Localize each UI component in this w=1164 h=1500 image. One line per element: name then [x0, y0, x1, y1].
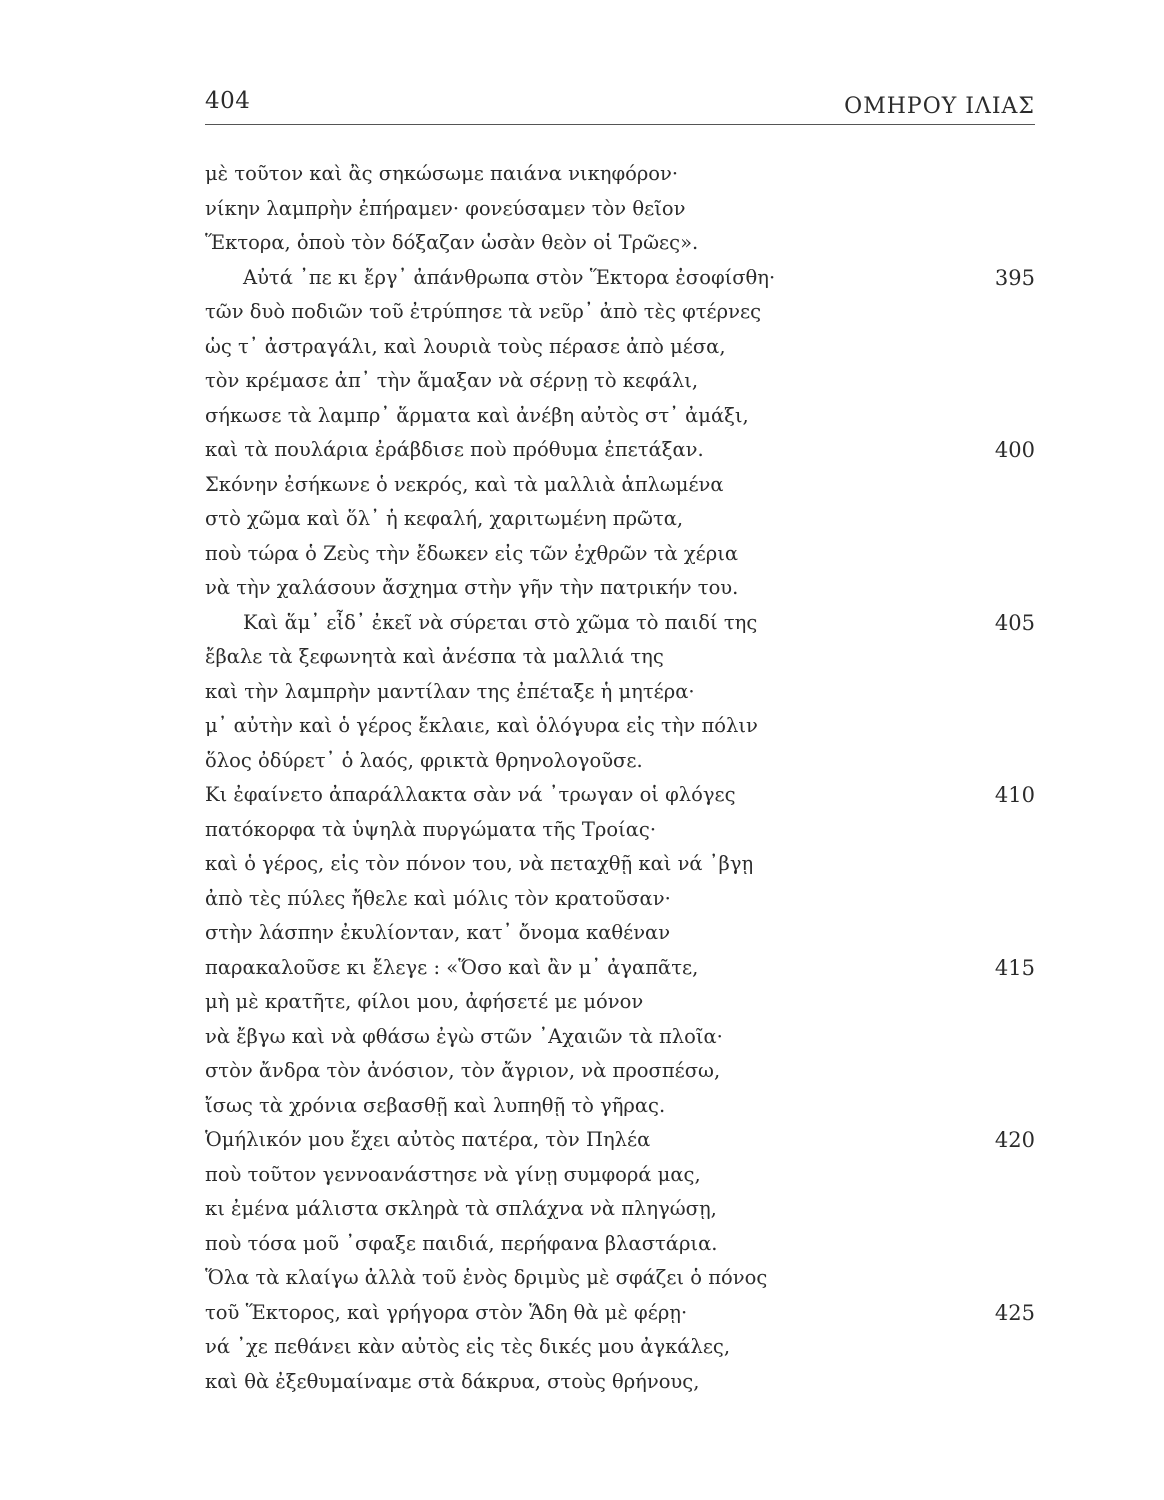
line-number: 400: [994, 438, 1035, 462]
verse-line: [205, 675, 1035, 710]
verse-text: μ᾿ αὐτὴν καὶ ὁ γέρος ἔκλαιε, καὶ ὁλόγυρα εἰς τὴν πόλιν: [205, 714, 758, 737]
verse-line: [205, 847, 1035, 882]
verse-line: [205, 261, 1035, 296]
header-rule: [205, 124, 1035, 125]
verse-line: [205, 330, 1035, 365]
line-number: 425: [994, 1300, 1035, 1325]
verse-text: ἀπὸ τὲς πύλες ἤθελε καὶ μόλις τὸν κρατοῦσαν·: [205, 886, 671, 910]
verse-line: [205, 1365, 1035, 1400]
verse-text: σήκωσε τὰ λαμπρ᾿ ἅρματα καὶ ἀνέβη αὐτὸς στ᾿ ἀμάξι,: [205, 403, 749, 427]
verse-text: Ὁμήλικόν μου ἔχει αὐτὸς πατέρα, τὸν Πηλέα: [205, 1128, 651, 1151]
verse-line: [205, 1054, 1035, 1089]
verse-text: ἔβαλε τὰ ξεφωνητὰ καὶ ἀνέσπα τὰ μαλλιά της: [205, 645, 664, 668]
verse-text: ποὺ τώρα ὁ Ζεὺς τὴν ἔδωκεν εἰς τῶν ἐχθρῶν τὰ χέρια: [205, 541, 739, 565]
verse-text: νά ᾿χε πεθάνει κὰν αὐτὸς εἰς τὲς δικές μου ἀγκάλες,: [205, 1335, 731, 1358]
verse-text: μὴ μὲ κρατῆτε, φίλοι μου, ἀφήσετέ με μόνον: [205, 990, 644, 1013]
verse-text: καὶ θὰ ἐξεθυμαίναμε στὰ δάκρυα, στοὺς θρήνους,: [205, 1369, 700, 1393]
verse-text: Ἕκτορα, ὁποὺ τὸν δόξαζαν ὡσὰν θεὸν οἱ Τρῶες».: [205, 231, 699, 254]
verse-text: Καὶ ἅμ᾿ εἶδ᾿ ἐκεῖ νὰ σύρεται στὸ χῶμα τὸ παιδί της: [243, 610, 758, 634]
verse-line: [205, 157, 1035, 192]
verse-line: [205, 813, 1035, 848]
verse-line: [205, 1330, 1035, 1365]
verse-line: [205, 640, 1035, 675]
verse-line: [205, 951, 1035, 986]
verse-text: καὶ ὁ γέρος, εἰς τὸν πόνον του, νὰ πεταχθῇ καὶ νά ᾿βγῃ: [205, 852, 754, 875]
verse-text: τῶν δυὸ ποδιῶν τοῦ ἐτρύπησε τὰ νεῦρ᾿ ἀπὸ τὲς φτέρνες: [205, 300, 761, 323]
verse-text: παρακαλοῦσε κι ἔλεγε : «Ὅσο καὶ ἂν μ᾿ ἀγαπᾶτε,: [205, 955, 699, 979]
page-header: [205, 88, 1035, 124]
verse-line: [205, 606, 1035, 641]
verse-line: [205, 1227, 1035, 1262]
verse-line: [205, 709, 1035, 744]
verse-line: [205, 1158, 1035, 1193]
verse-text: ὅλος ὀδύρετ᾿ ὁ λαός, φρικτὰ θρηνολογοῦσε.: [205, 748, 643, 772]
line-number: 420: [994, 1128, 1035, 1152]
running-head: ΟΜΗΡΟΥ ΙΛΙΑΣ: [844, 94, 1035, 119]
verse-line: [205, 1089, 1035, 1124]
verse-text: τὸν κρέμασε ἀπ᾿ τὴν ἅμαξαν νὰ σέρνῃ τὸ κεφάλι,: [205, 369, 699, 392]
verse-text: στὴν λάσπην ἐκυλίονταν, κατ᾿ ὄνομα καθέναν: [205, 921, 671, 944]
verse-text: στὸ χῶμα καὶ ὅλ᾿ ἡ κεφαλή, χαριτωμένη πρῶτα,: [205, 507, 684, 530]
verse-line: [205, 468, 1035, 503]
verse-text: νὰ τὴν χαλάσουν ἄσχημα στὴν γῆν τὴν πατρικήν του.: [205, 576, 739, 599]
verse-text: Αὐτά ᾿πε κι ἔργ᾿ ἀπάνθρωπα στὸν Ἕκτορα ἐσοφίσθη·: [243, 265, 776, 289]
verse-text: νίκην λαμπρὴν ἐπήραμεν· φονεύσαμεν τὸν θεῖον: [205, 196, 686, 220]
verse-line: [205, 295, 1035, 330]
verse-line: [205, 192, 1035, 227]
verse-text: ποὺ τόσα μοῦ ᾿σφαξε παιδιά, περήφανα βλαστάρια.: [205, 1231, 718, 1255]
verse-line: [205, 778, 1035, 813]
verse-line: [205, 1192, 1035, 1227]
verse-line: [205, 1020, 1035, 1055]
verse-text: καὶ τὰ πουλάρια ἐράβδισε ποὺ πρόθυμα ἐπετάξαν.: [205, 438, 704, 461]
verse-line: [205, 744, 1035, 779]
line-number: 405: [994, 610, 1035, 635]
verse-line: [205, 882, 1035, 917]
verse-line: [205, 399, 1035, 434]
verse-text: μὲ τοῦτον καὶ ἂς σηκώσωμε παιάνα νικηφόρον·: [205, 162, 679, 185]
verse-line: [205, 916, 1035, 951]
verse-line: [205, 226, 1035, 261]
verse-line: [205, 985, 1035, 1020]
verse-text: Κι ἐφαίνετο ἀπαράλλακτα σὰν νά ᾿τρωγαν οἱ φλόγες: [205, 783, 736, 806]
line-number: 410: [994, 783, 1035, 807]
verse-text: στὸν ἄνδρα τὸν ἀνόσιον, τὸν ἄγριον, νὰ προσπέσω,: [205, 1059, 721, 1082]
line-number: 415: [994, 955, 1035, 980]
verse-line: [205, 571, 1035, 606]
verse-text: καὶ τὴν λαμπρὴν μαντίλαν της ἐπέταξε ἡ μητέρα·: [205, 679, 695, 703]
page-number: 404: [205, 88, 251, 114]
verse-line: [205, 1123, 1035, 1158]
verse-line: [205, 537, 1035, 572]
verse-text: τοῦ Ἕκτορος, καὶ γρήγορα στὸν Ἅδη θὰ μὲ φέρῃ·: [205, 1300, 688, 1324]
verse-text: ὡς τ᾿ ἀστραγάλι, καὶ λουριὰ τοὺς πέρασε ἀπὸ μέσα,: [205, 334, 726, 358]
line-number: 395: [994, 265, 1035, 290]
verse-text: Ὅλα τὰ κλαίγω ἀλλὰ τοῦ ἑνὸς δριμὺς μὲ σφάζει ὁ πόνος: [205, 1266, 768, 1289]
verse-text: ἴσως τὰ χρόνια σεβασθῇ καὶ λυπηθῇ τὸ γῆρας.: [205, 1093, 666, 1117]
verse-line: [205, 1261, 1035, 1296]
verse-line: [205, 502, 1035, 537]
verse-text: ποὺ τοῦτον γεννοανάστησε νὰ γίνῃ συμφορά μας,: [205, 1162, 701, 1186]
verse-text: Σκόνην ἐσήκωνε ὁ νεκρός, καὶ τὰ μαλλιὰ ἁπλωμένα: [205, 472, 724, 496]
verse-line: [205, 433, 1035, 468]
verse-line: [205, 1296, 1035, 1331]
verse-text: πατόκορφα τὰ ὑψηλὰ πυργώματα τῆς Τροίας·: [205, 817, 657, 841]
verse-line: [205, 364, 1035, 399]
verse-text: νὰ ἔβγω καὶ νὰ φθάσω ἐγὼ στῶν ᾿Αχαιῶν τὰ πλοῖα·: [205, 1024, 723, 1048]
verse-text: κι ἐμένα μάλιστα σκληρὰ τὰ σπλάχνα νὰ πληγώσῃ,: [205, 1197, 717, 1220]
verse-block: [205, 157, 1035, 1399]
